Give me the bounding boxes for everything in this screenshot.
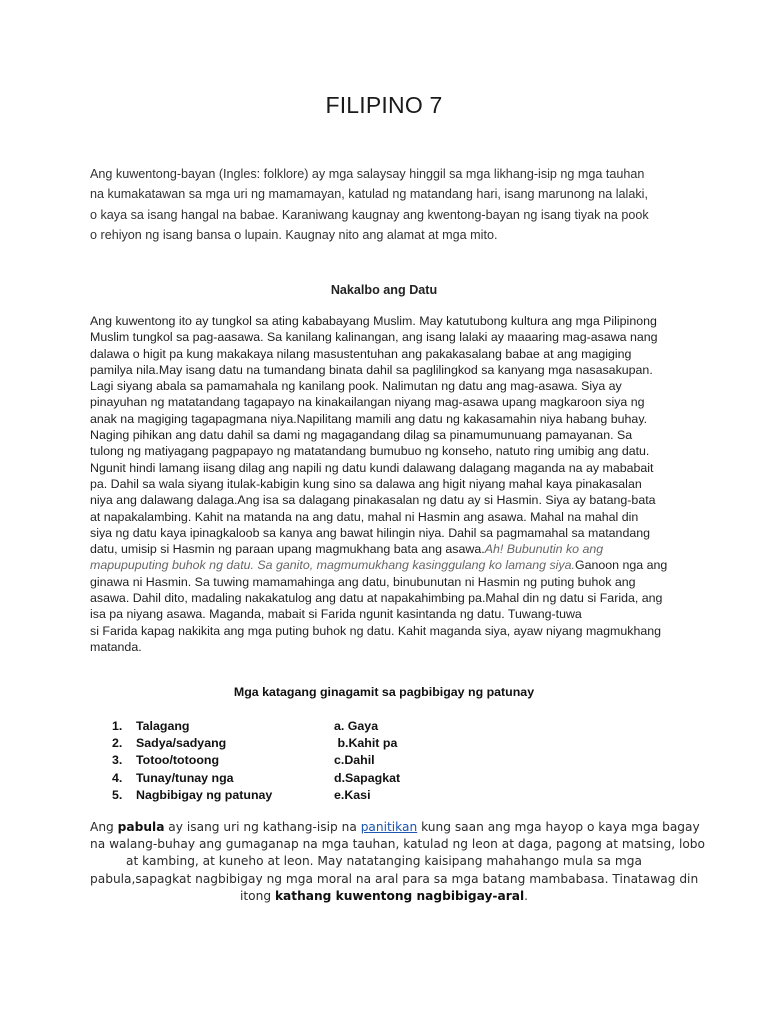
term-match: b.Kahit pa — [334, 736, 398, 751]
pabula-text: itong — [239, 888, 275, 903]
intro-line: na kumakatawan sa mga uri ng mamamayan, katulad ng matandang hari, isang marunong na lalaki, — [90, 187, 648, 202]
story-line: anak na magiging tagapagmana niya.Napilitang mamili ang datu ng kakasamahin niya habang buhay. — [90, 411, 648, 426]
term-word: Sadya/sadyang — [136, 736, 227, 751]
story-line: asawa. Dahil dito, madaling nakakatulog ang datu at napakahimbing pa.Mahal din ng datu si Farida, ang — [90, 591, 663, 606]
pabula-line: na walang-buhay ang gumaganap na mga tauhan, katulad ng leon at daga, pagong at matsing, lobo — [90, 837, 706, 852]
story-text: datu, umisip si Hasmin ng paraan upang magmukhang bata ang asawa. — [90, 542, 485, 557]
term-row — [112, 753, 512, 770]
intro-line: o kaya sa isang hangal na babae. Karaniwang kaugnay ang kwentong-bayan ng isang tiyak na pook — [90, 207, 649, 222]
story-line: Ang kuwentong ito ay tungkol sa ating kababayang Muslim. May katutubong kultura ang mga Pilipinong — [90, 314, 657, 328]
term-match: a. Gaya — [334, 719, 379, 733]
story-line: pinayuhan ng matatandang tagapayo na kinakailangan niyang mag-asawa upang magkaroon siya ng — [90, 395, 645, 410]
page-title: FILIPINO 7 — [325, 92, 443, 118]
story-line — [90, 541, 690, 557]
story-line — [90, 557, 690, 573]
term-row — [112, 771, 512, 788]
term-word: Totoo/totoong — [136, 753, 220, 768]
intro-paragraph — [90, 164, 690, 246]
pabula-line — [90, 819, 700, 836]
pabula-text: . — [524, 888, 528, 903]
story-line: pa. Dahil sa wala siyang itulak-kabigin kung sino sa dalawa ang higit niyang mahal kaya pinakasalan — [90, 476, 642, 491]
story-line: Lagi siyang abala sa pamamahala ng kanilang pook. Nalimutan ng datu ang mag-asawa. Siya ay — [90, 379, 622, 394]
terms-list — [112, 719, 512, 805]
term-match: e.Kasi — [334, 787, 371, 802]
pabula-paragraph — [90, 819, 706, 905]
story-line: matanda. — [90, 639, 142, 654]
story-paragraph — [90, 313, 690, 655]
story-title: Nakalbo ang Datu — [330, 283, 438, 297]
pabula-line — [90, 888, 678, 905]
story-text: Ganoon nga ang — [574, 558, 668, 573]
pabula-text: ay isang uri ng kathang-isip na — [164, 820, 361, 834]
story-line: isa pa niyang asawa. Maganda, mabait si Farida ngunit kasintanda ng datu. Tuwang-tuwa — [90, 607, 582, 622]
term-word: Talagang — [136, 719, 190, 733]
story-line: si Farida kapag nakikita ang mga puting buhok ng datu. Kahit maganda siya, ayaw niyang magmukhang — [90, 623, 662, 638]
story-line: at napakalambing. Kahit na matanda na ang datu, mahal ni Hasmin ang asawa. Mahal na mahal din — [90, 509, 639, 524]
term-row — [112, 788, 512, 805]
story-line: niya ang dalawang dalaga.Ang isa sa dalagang pinakasalan ng datu ay si Hasmin. Siya ay batang-bata — [90, 493, 656, 508]
story-line: tulong ng matiyagang pagpapayo ng matatandang bumubuo ng konseho, natuto ring umibig ang datu. — [90, 444, 650, 459]
pabula-text: Ang — [90, 820, 118, 834]
term-match: c.Dahil — [334, 753, 375, 768]
pabula-bold-phrase: kathang kuwentong nagbibigay-aral — [274, 888, 525, 903]
story-line: Muslim tungkol sa pag-aasawa. Sa kanilang kalinangan, ang isang lalaki ay maaaring mag-asawa nang — [90, 330, 658, 345]
story-line: pamilya nila.May isang datu na tumandang binata dahil sa paglilingkod sa kanyang mga nasasakupan. — [90, 362, 653, 377]
pabula-line: pabula,sapagkat nagbibigay ng mga moral na aral para sa mga batang mambabasa. Tinatawag din — [90, 871, 699, 886]
term-number: 2. — [112, 736, 123, 751]
intro-line: Ang kuwentong-bayan (Ingles: folklore) ay mga salaysay hinggil sa mga likhang-isip ng mga tauhan — [90, 167, 645, 181]
story-italic-text: mapupuputing buhok ng datu. Sa ganito, magmumukhang kasinggulang ko lamang siya. — [90, 558, 575, 573]
story-line: siya ng datu kaya ipinagkaloob sa kanya ang bawat hilingin niya. Dahil sa pagmamahal sa matandang — [90, 525, 651, 540]
term-number: 3. — [112, 753, 123, 768]
story-italic-text: Ah! Bubunutin ko ang — [484, 542, 604, 557]
term-word: Nagbibigay ng patunay — [136, 787, 273, 802]
story-line: Ngunit hindi lamang iisang dilag ang napili ng datu kundi dalawang dalagang maganda na ay mababait — [90, 460, 654, 475]
intro-line: o rehiyon ng isang bansa o lupain. Kaugnay nito ang alamat at mga mito. — [90, 228, 498, 243]
term-number: 4. — [112, 770, 123, 785]
term-number: 5. — [112, 787, 123, 802]
pabula-text: kung saan ang mga hayop o kaya mga bagay — [417, 820, 700, 834]
term-match: d.Sapagkat — [334, 770, 401, 785]
term-row — [112, 736, 512, 753]
term-row — [112, 719, 512, 736]
story-line: dalawa o higit pa kung makakaya nilang masustentuhan ang pakakasalang babae at ang magiging — [90, 346, 632, 361]
panitikan-link[interactable]: panitikan — [360, 820, 418, 834]
story-line: Naging pihikan ang datu dahil sa dami ng magagandang dilag sa pinamumunuang pamayanan. Sa — [90, 428, 633, 443]
term-number: 1. — [112, 719, 123, 733]
pabula-line: at kambing, at kuneho at leon. May natatanging kaisipang mahahango mula sa mga — [126, 854, 642, 869]
term-word: Tunay/tunay nga — [136, 770, 234, 785]
terms-title: Mga katagang ginagamit sa pagbibigay ng patunay — [233, 685, 535, 699]
pabula-bold-term: pabula — [117, 820, 165, 834]
story-line: ginawa ni Hasmin. Sa tuwing mamamahinga ang datu, binubunutan ni Hasmin ng puting buhok ang — [90, 574, 636, 589]
